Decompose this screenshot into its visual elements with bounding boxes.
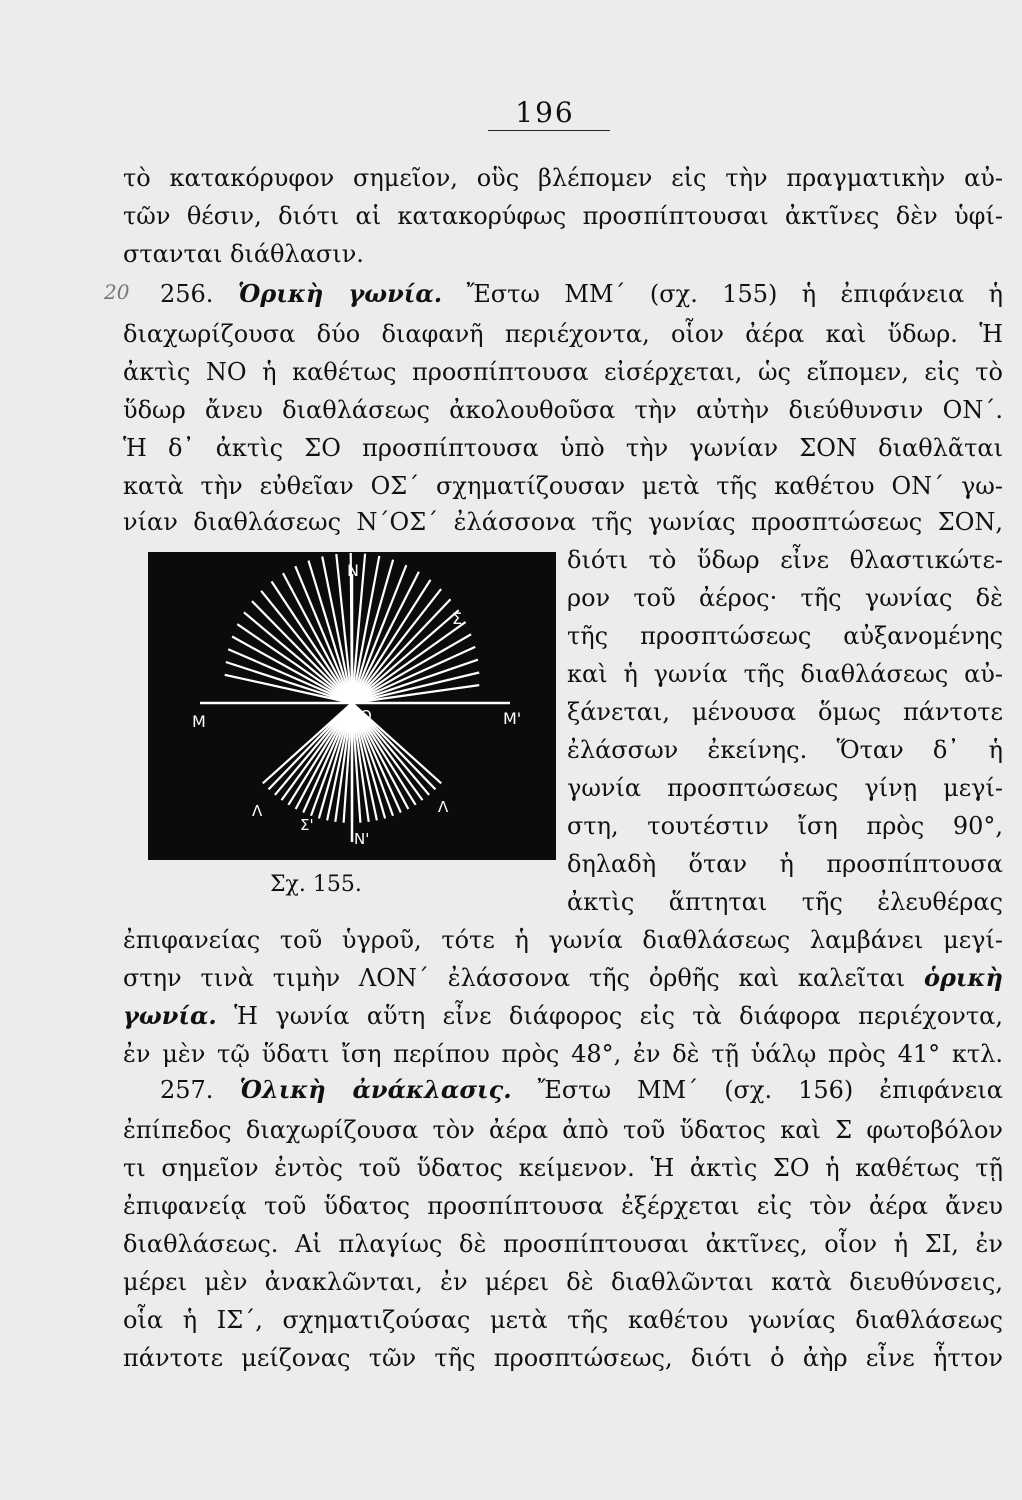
- wrapped-text-line: διότι τὸ ὕδωρ εἶνε θλαστικώτε-: [567, 546, 1003, 574]
- text-line: στανται διάθλασιν.: [123, 240, 364, 268]
- text-line: οἷα ἡ ΙΣ΄, σχηματιζούσας μετὰ τῆς καθέτου γωνίας διαθλάσεως: [123, 1306, 1003, 1334]
- wrapped-text-line: γωνία προσπτώσεως γίνῃ μεγί-: [567, 774, 1003, 802]
- section-256-heading-line: [160, 276, 1003, 312]
- text-line: ὕδωρ ἄνευ διαθλάσεως ἀκολουθοῦσα τὴν αὐτὴν διεύθυνσιν ΟΝ΄.: [123, 396, 1003, 424]
- text-line: ἐπιφανείᾳ τοῦ ὕδατος προσπίπτουσα ἐξέρχεται εἰς τὸν ἀέρα ἄνευ: [123, 1192, 1003, 1220]
- text-line: [123, 960, 1003, 996]
- label-lambda-left: Λ: [252, 802, 263, 820]
- label-n-prime: N': [354, 830, 370, 848]
- page-number-rule: [488, 130, 610, 131]
- margin-note: 20: [104, 280, 130, 304]
- text-line: διαθλάσεως. Αἱ πλαγίως δὲ προσπίπτουσαι ἀκτῖνες, οἷον ἡ ΣΙ, ἐν: [123, 1230, 1003, 1258]
- text-line: διαχωρίζουσα δύο διαφανῆ περιέχοντα, οἷον ἀέρα καὶ ὕδωρ. Ἡ: [123, 320, 1003, 348]
- text-line: τῶν θέσιν, διότι αἱ κατακορύφως προσπίπτουσαι ἀκτῖνες δὲν ὑφί-: [123, 202, 1003, 230]
- wrapped-text-line: δηλαδὴ ὅταν ἡ προσπίπτουσα: [567, 850, 1003, 878]
- text-line: κατὰ τὴν εὐθεῖαν ΟΣ΄ σχηματίζουσαν μετὰ τῆς καθέτου ΟΝ΄ γω-: [123, 472, 1003, 500]
- label-sigma-prime: Σ': [300, 816, 314, 834]
- text-line: ἐπίπεδος διαχωρίζουσα τὸν ἀέρα ἀπὸ τοῦ ὕδατος καὶ Σ φωτοβόλον: [123, 1116, 1003, 1144]
- label-sigma: Σ: [452, 609, 463, 628]
- label-m: M: [192, 712, 206, 731]
- page-number: 196: [515, 96, 575, 129]
- text-line: ἀκτὶς ΝΟ ἡ καθέτως προσπίπτουσα εἰσέρχεται, ὡς εἴπομεν, εἰς τὸ: [123, 358, 1003, 386]
- refraction-diagram-svg: [148, 552, 556, 860]
- text-run: Ἔστω ΜΜ΄ (σχ. 156) ἐπιφάνεια: [537, 1076, 1003, 1104]
- text-line: τὸ κατακόρυφον σημεῖον, οὓς βλέπομεν εἰς τὴν πραγματικὴν αὐ-: [123, 164, 1003, 192]
- wrapped-text-line: ἐλάσσων ἐκείνης. Ὅταν δ᾽ ἡ: [567, 736, 1003, 764]
- text-line: πάντοτε μείζονας τῶν τῆς προσπτώσεως, διότι ὁ ἀὴρ εἶνε ἧττον: [123, 1344, 1003, 1372]
- term-italic: ὁρικὴ: [923, 963, 1003, 992]
- wrapped-text-line: στη, τουτέστιν ἴση πρὸς 90°,: [567, 812, 1003, 840]
- wrapped-text-line: ρον τοῦ ἀέρος· τῆς γωνίας δὲ: [567, 584, 1003, 612]
- section-257-heading-line: [160, 1072, 1003, 1108]
- text-line: μέρει μὲν ἀνακλῶνται, ἐν μέρει δὲ διαθλῶνται κατὰ διευθύνσεις,: [123, 1268, 1003, 1296]
- section-number: 256.: [160, 280, 214, 308]
- wrapped-text-line: ξάνεται, μένουσα ὅμως πάντοτε: [567, 698, 1003, 726]
- section-title: Ὁρικὴ γωνία.: [237, 279, 443, 308]
- text-line: νίαν διαθλάσεως Ν΄ΟΣ΄ ἐλάσσονα τῆς γωνίας προσπτώσεως ΣΟΝ,: [123, 508, 1003, 536]
- figure-155-refraction-diagram: [148, 552, 556, 860]
- label-m-prime: M': [503, 709, 522, 728]
- text-run: Ἔστω ΜΜ΄ (σχ. 155) ἡ ἐπιφάνεια ἡ: [466, 280, 1003, 308]
- text-run: στην τινὰ τιμὴν ΛΟΝ΄ ἐλάσσονα τῆς ὀρθῆς καὶ καλεῖται: [123, 964, 906, 992]
- label-o: O: [360, 707, 372, 725]
- text-line: ἐπιφανείας τοῦ ὑγροῦ, τότε ἡ γωνία διαθλάσεως λαμβάνει μεγί-: [123, 926, 1003, 954]
- text-line: [123, 998, 1003, 1034]
- wrapped-text-line: καὶ ἡ γωνία τῆς διαθλάσεως αὐ-: [567, 660, 1003, 688]
- figure-caption: Σχ. 155.: [270, 872, 362, 897]
- text-line: Ἡ δ᾽ ἀκτὶς ΣΟ προσπίπτουσα ὑπὸ τὴν γωνίαν ΣΟΝ διαθλᾶται: [123, 434, 1003, 462]
- text-run: Ἡ γωνία αὕτη εἶνε διάφορος εἰς τὰ διάφορα περιέχοντα,: [234, 1002, 1003, 1030]
- wrapped-text-line: ἀκτὶς ἅπτηται τῆς ἐλευθέρας: [567, 888, 1003, 916]
- label-lambda-right: Λ: [438, 798, 449, 816]
- wrapped-text-line: τῆς προσπτώσεως αὐξανομένης: [567, 622, 1003, 650]
- term-italic: γωνία.: [123, 1001, 217, 1030]
- label-n: N: [347, 561, 359, 580]
- text-line: ἐν μὲν τῷ ὕδατι ἴση περίπου πρὸς 48°, ἐν δὲ τῇ ὑάλῳ πρὸς 41° κτλ.: [123, 1040, 1003, 1068]
- text-line: τι σημεῖον ἐντὸς τοῦ ὕδατος κείμενον. Ἡ ἀκτὶς ΣΟ ἡ καθέτως τῇ: [123, 1154, 1003, 1182]
- section-number: 257.: [160, 1076, 214, 1104]
- section-title: Ὁλικὴ ἀνάκλασις.: [239, 1075, 512, 1104]
